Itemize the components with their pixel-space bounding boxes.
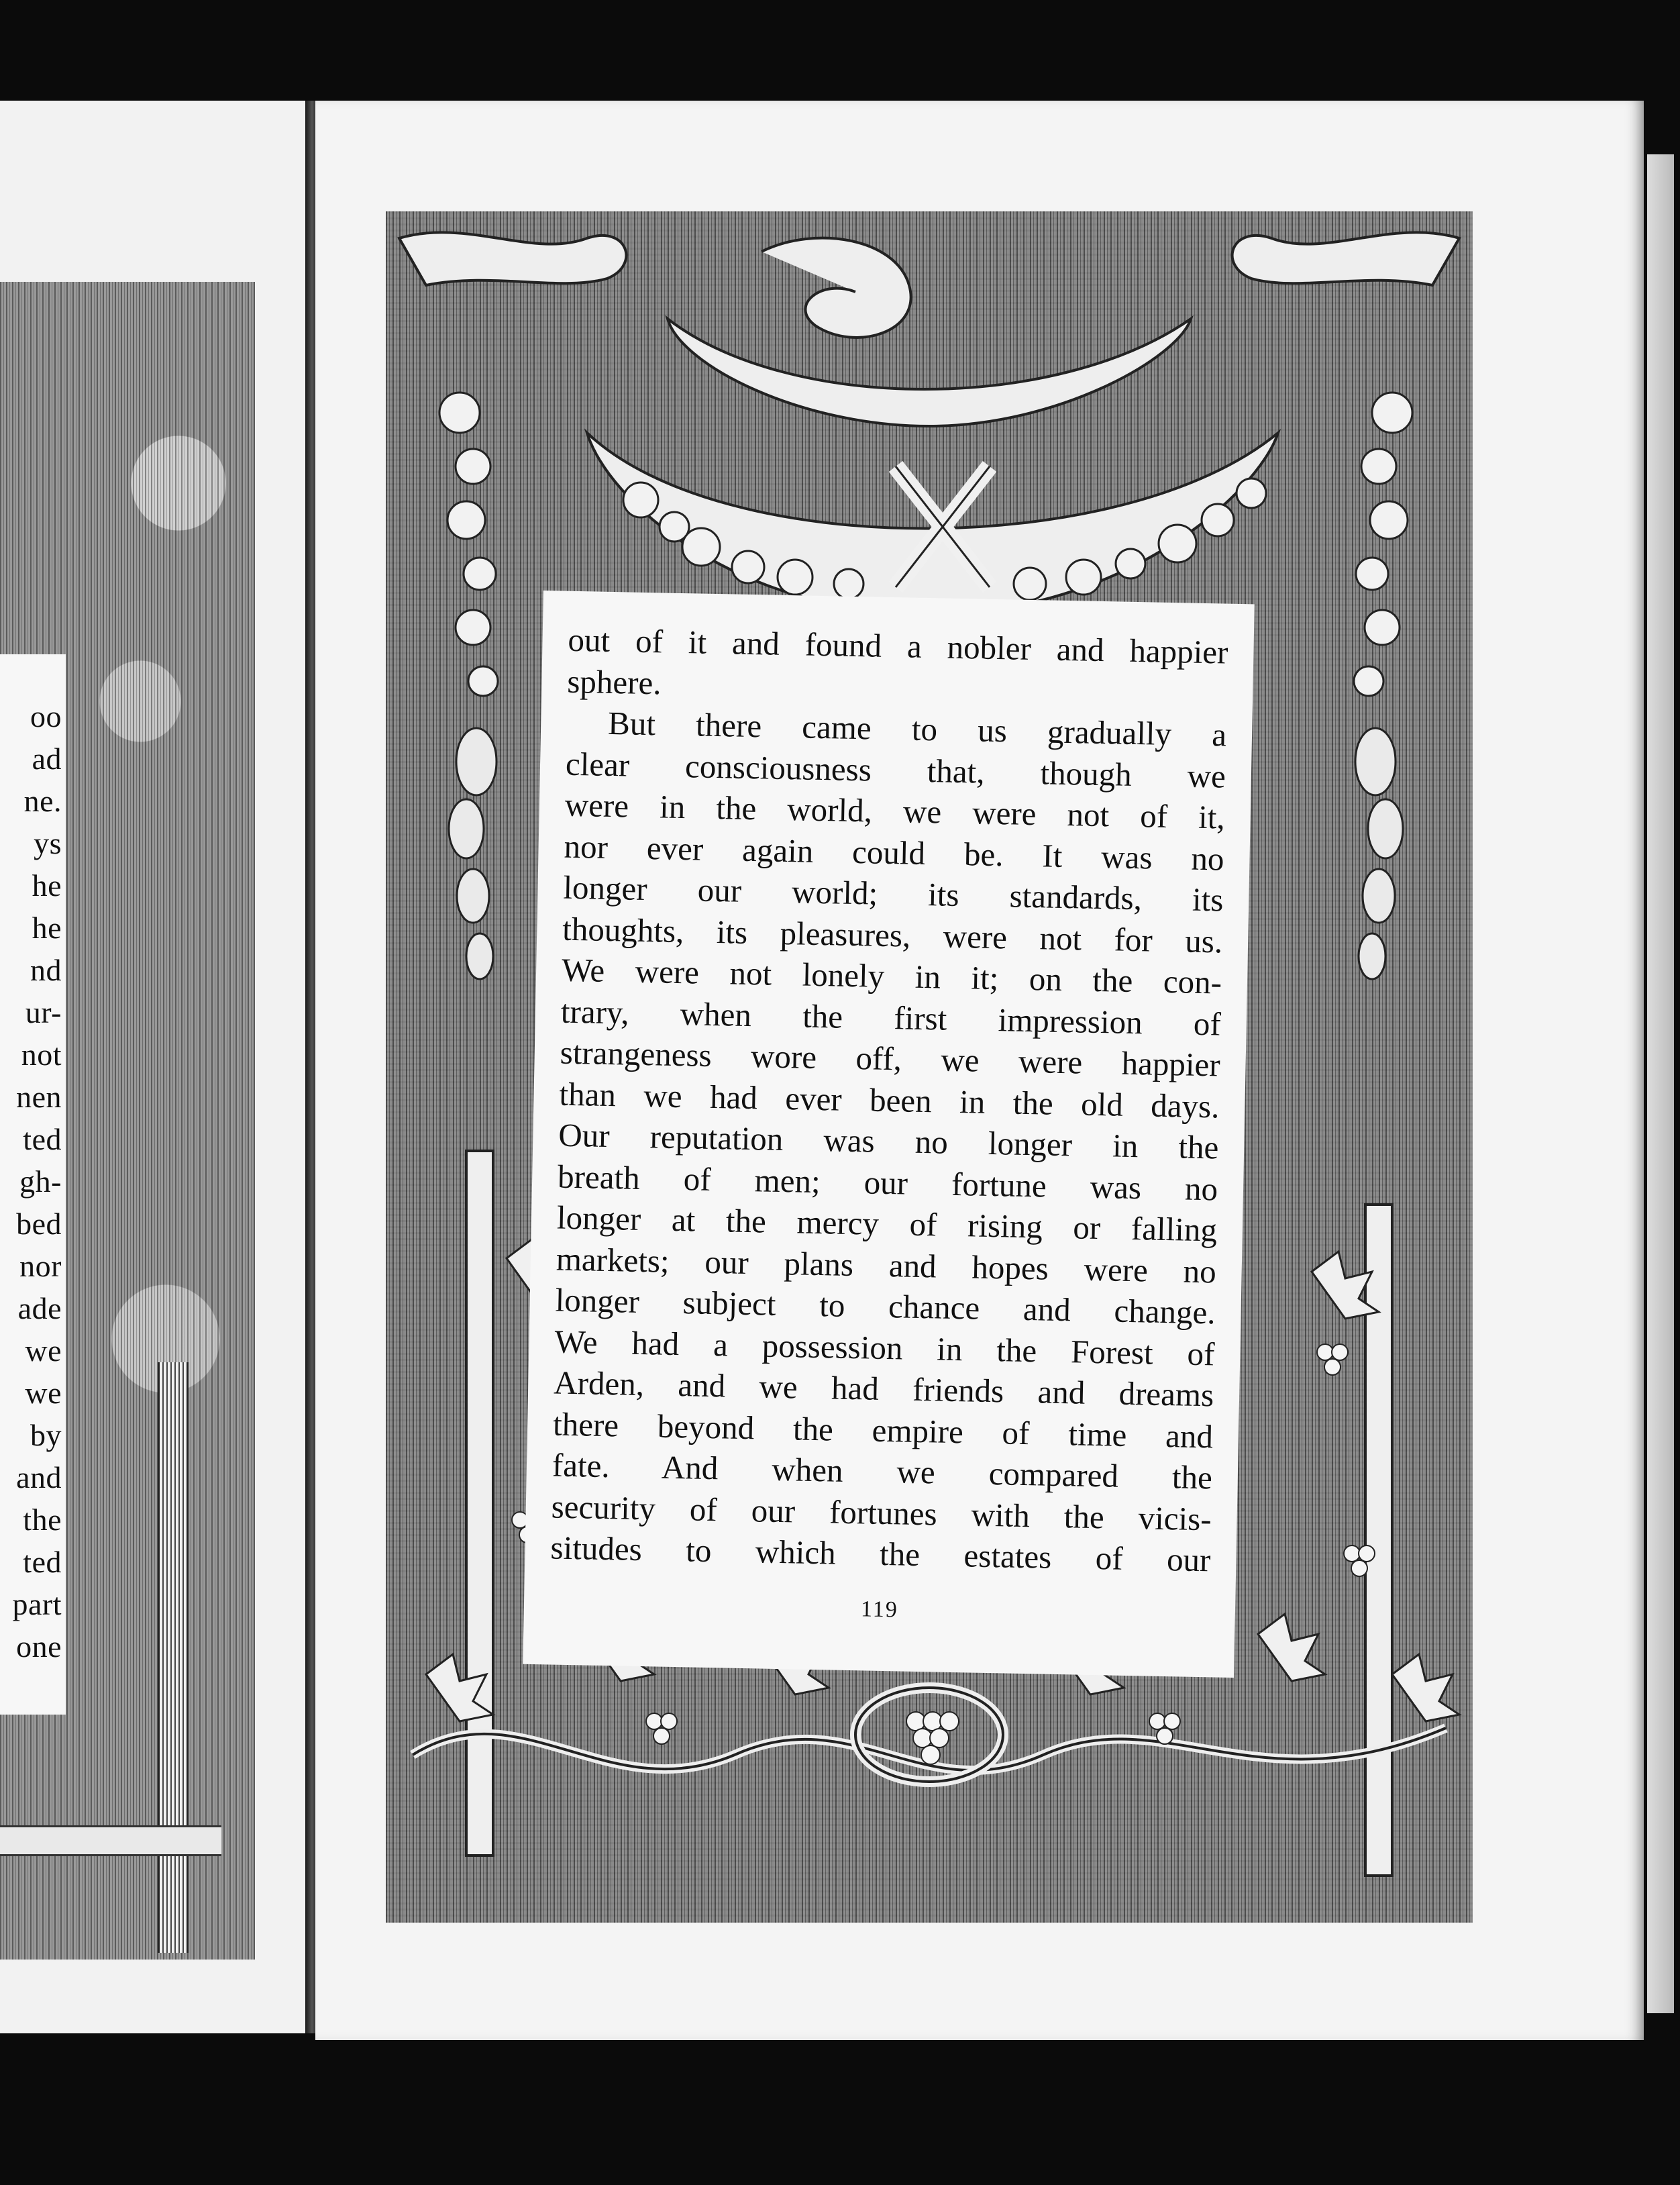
text-line: We had a possession in the Forest of [554, 1323, 1215, 1372]
rose-tree-trunk-illustration [158, 1362, 189, 1953]
left-text-fragment: he [32, 911, 62, 945]
text-line: Arden, and we had friends and dreams [553, 1364, 1214, 1414]
text-line: strangeness wore off, we were happier [560, 1033, 1221, 1084]
left-text-fragment: we [25, 1376, 62, 1410]
left-text-fragment: oo [30, 699, 62, 733]
text-line: sphere. [566, 662, 662, 701]
text-line: than we had ever been in the old days. [559, 1075, 1220, 1125]
page-number: 119 [860, 1596, 899, 1623]
text-line: We were not lonely in it; on the con- [561, 951, 1222, 1001]
left-text-fragment: we [25, 1333, 62, 1368]
text-line: longer subject to chance and change. [555, 1281, 1216, 1331]
text-line: longer our world; its standards, its [562, 868, 1224, 919]
text-line: But there came to us gradually a [607, 704, 1227, 754]
left-text-fragment: he [32, 868, 62, 903]
text-line: Our reputation was no longer in the [558, 1116, 1219, 1166]
left-text-fragment: not [21, 1037, 62, 1072]
text-line: breath of men; our fortune was no [557, 1158, 1218, 1207]
left-text-fragment: nen [16, 1080, 62, 1114]
text-line: fate. And when we compared the [552, 1446, 1213, 1496]
left-text-panel [0, 654, 66, 1715]
body-text [550, 619, 1228, 1581]
text-line: nor ever again could be. It was no [564, 827, 1225, 878]
left-text-fragment: one [16, 1629, 62, 1664]
left-text-fragment: the [23, 1503, 62, 1537]
text-panel [523, 591, 1255, 1678]
left-text-fragment: ur- [25, 995, 62, 1029]
text-line: situdes to which the estates of our [550, 1529, 1211, 1579]
left-text-fragment: by [30, 1418, 62, 1452]
left-text-fragment: gh- [19, 1164, 62, 1199]
left-text-fragment: ade [17, 1291, 62, 1325]
left-text-fragment: nd [30, 953, 62, 987]
text-line: thoughts, its pleasures, were not for us. [562, 910, 1223, 960]
text-line: there beyond the empire of time and [552, 1405, 1214, 1455]
text-line: longer at the mercy of rising or falling [556, 1199, 1218, 1249]
left-text-fragment: nor [19, 1249, 62, 1283]
text-line: security of our fortunes with the vicis- [551, 1487, 1212, 1537]
left-text-fragment: ys [34, 826, 62, 860]
text-line: out of it and found a nobler and happier [568, 621, 1228, 671]
left-text-fragment: ted [23, 1122, 62, 1156]
ribbon-illustration [0, 1825, 221, 1856]
left-text-fragment: ne. [23, 784, 62, 818]
text-line: trary, when the first impression of [560, 993, 1222, 1042]
left-page [0, 101, 305, 2033]
text-line: clear consciousness that, though we [565, 745, 1226, 795]
left-text-fragment: and [16, 1460, 62, 1494]
text-line: markets; our plans and hopes were no [556, 1240, 1217, 1290]
left-text-fragment: ted [23, 1545, 62, 1579]
left-text-fragment: bed [16, 1207, 62, 1241]
left-text-fragment: ad [32, 742, 62, 776]
page-edge [1647, 154, 1674, 2013]
text-line: were in the world, we were not of it, [564, 786, 1226, 836]
left-text-fragment: part [12, 1587, 62, 1621]
